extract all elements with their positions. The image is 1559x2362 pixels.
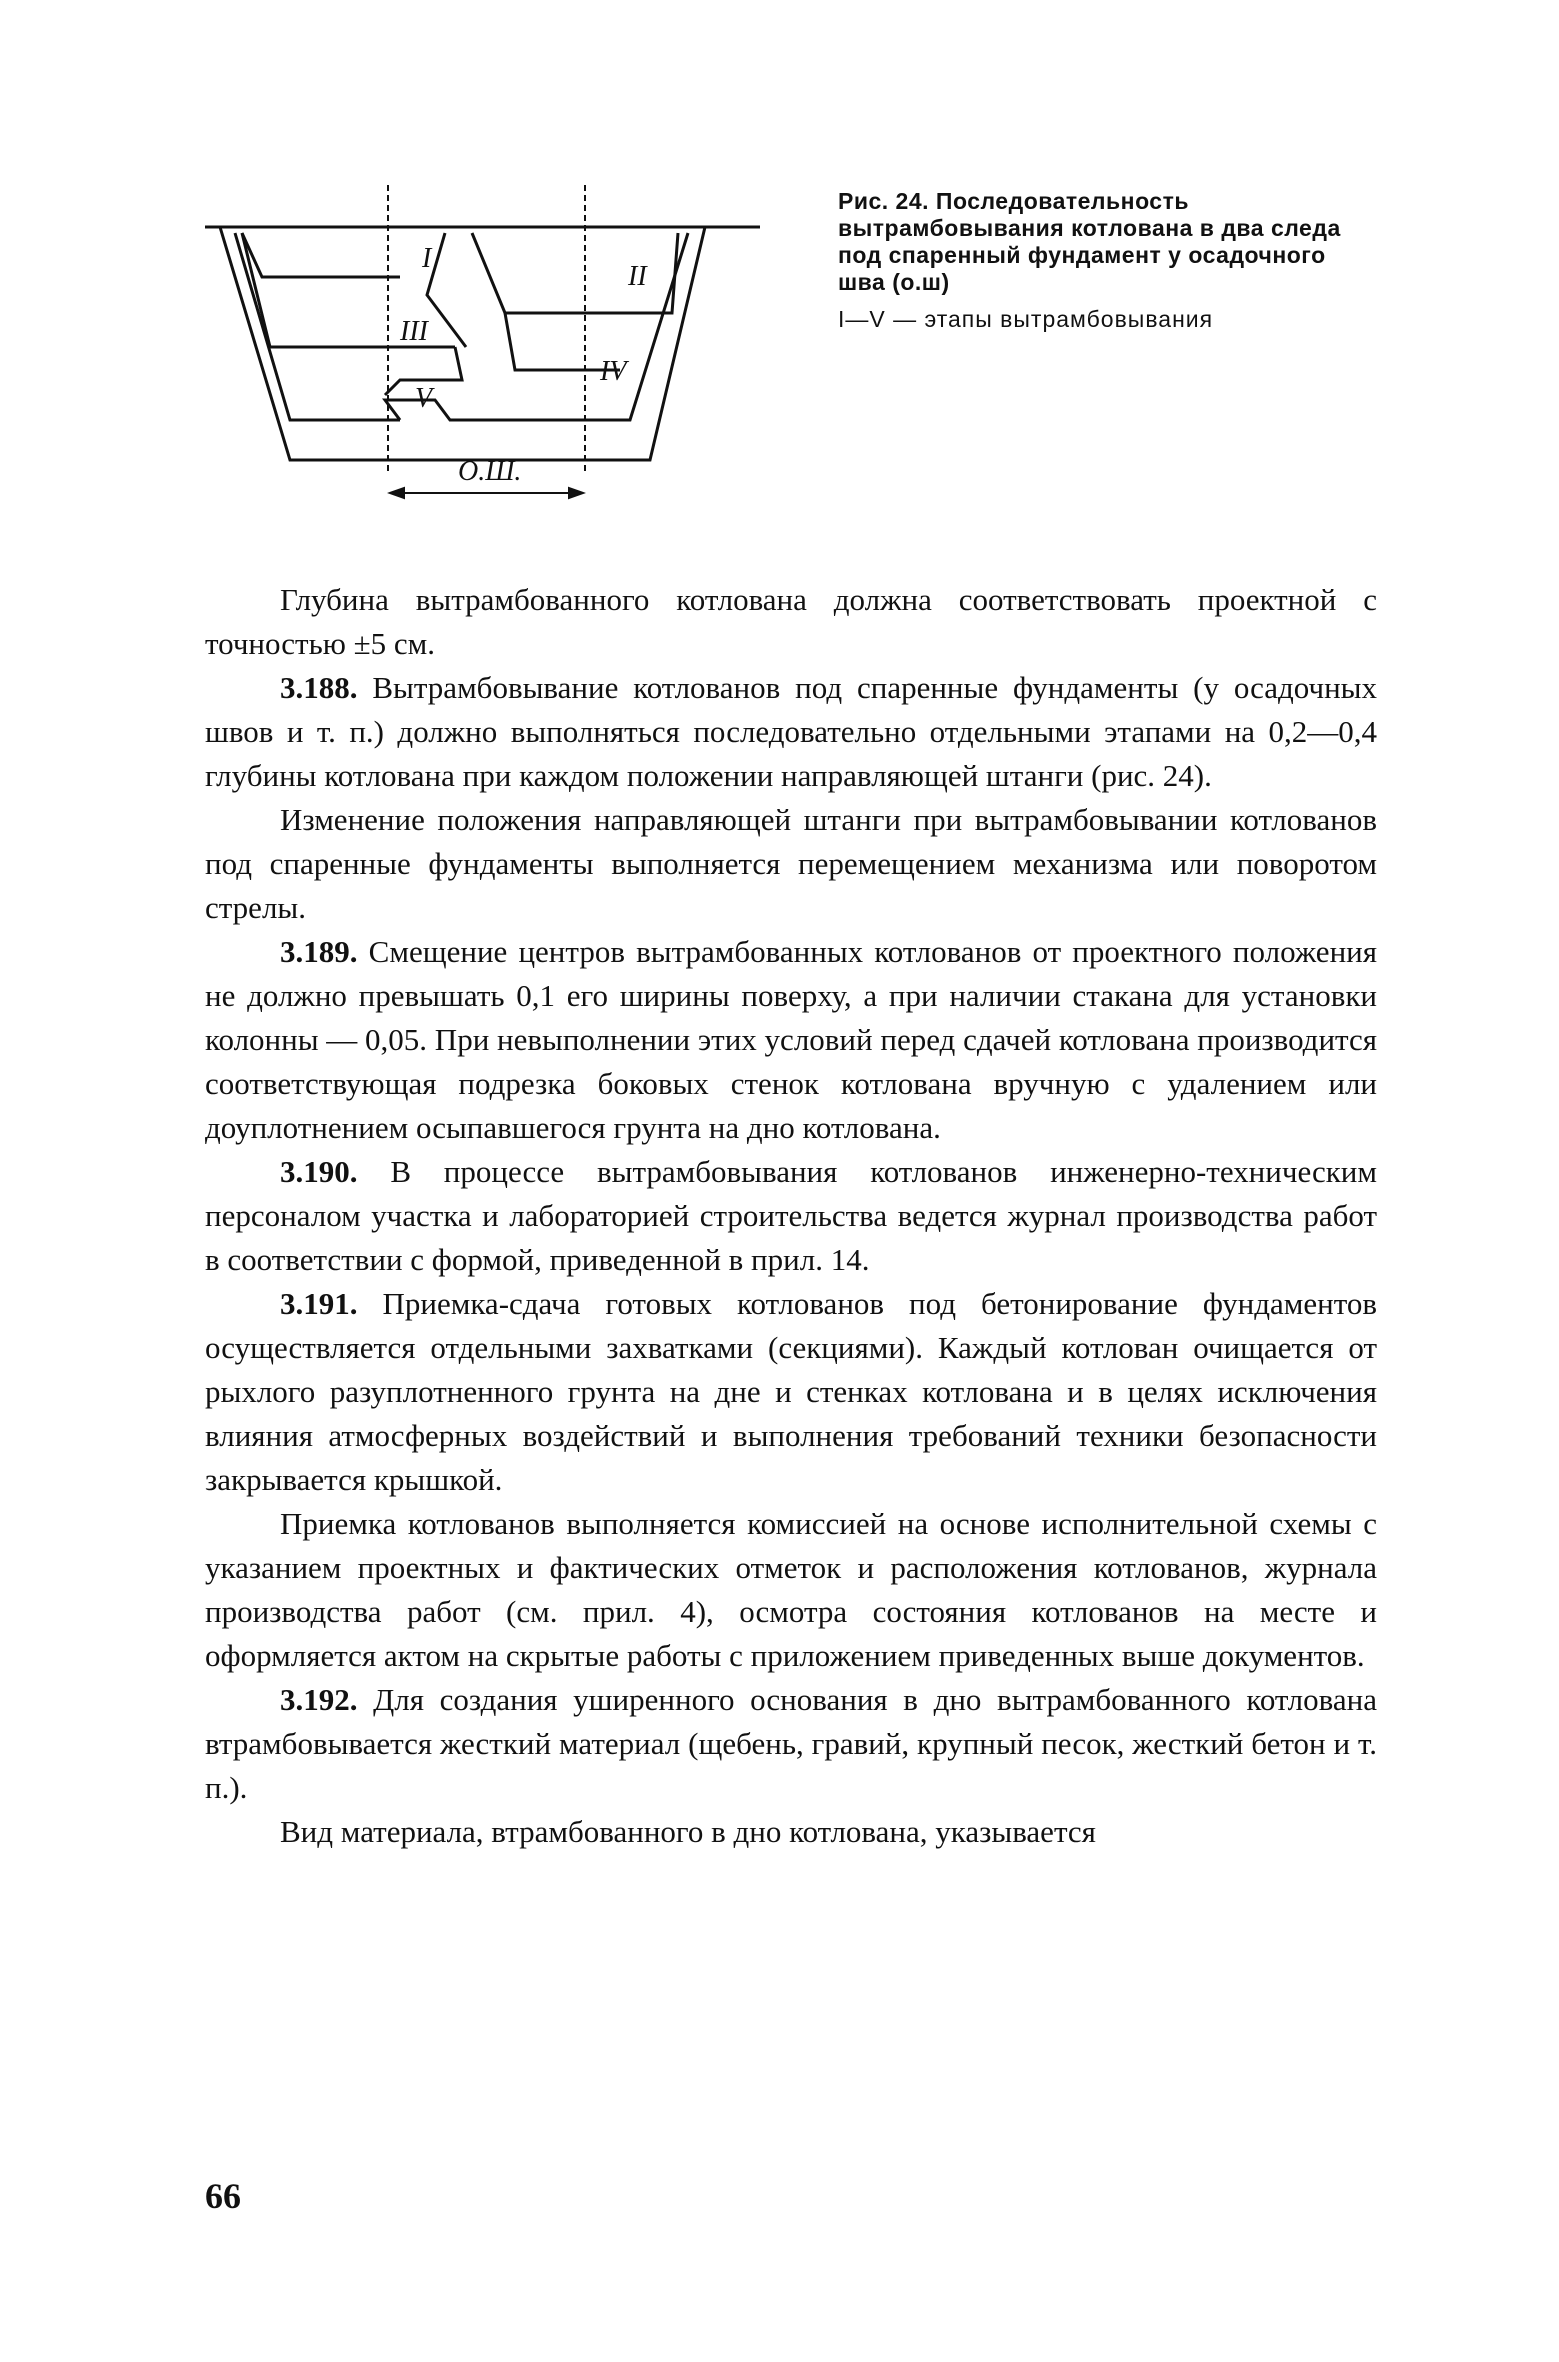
paragraph-text: Глубина вытрамбованного котлована должна соответствовать проектной с точностью ±5 см.: [205, 582, 1377, 661]
paragraph: [205, 1810, 1377, 1854]
figure-24-diagram: [200, 175, 780, 515]
contour-stage1-bottom: [242, 233, 400, 277]
paragraph: [205, 1282, 1377, 1502]
caption-legend: I—V — этапы вытрамбовывания: [838, 306, 1214, 332]
label-stage5: V: [415, 383, 433, 414]
label-stage4: IV: [600, 356, 627, 387]
label-stage2: II: [628, 261, 647, 292]
paragraph: [205, 798, 1377, 930]
paragraph-number: 3.192.: [280, 1682, 358, 1717]
paragraph: [205, 578, 1377, 666]
paragraph-text: Приемка котлованов выполняется комиссией на основе исполнительной схемы с указанием проектных и фактических отметок и расположения котлованов, журнала производства работ (см. прил. 4), осмотра состояния котлованов на месте и оформляется актом на скрытые работы с приложением приведенных выше документов.: [205, 1506, 1377, 1673]
dimension-arrow-left: [390, 488, 404, 498]
label-stage3: III: [400, 316, 428, 347]
paragraph-number: 3.191.: [280, 1286, 358, 1321]
pit-diagram: [200, 175, 780, 515]
paragraph-text: Приемка-сдача готовых котлованов под бетонирование фундаментов осуществляется отдельными захватками (секциями). Каждый котлован очищается от рыхлого разуплотненного грунта на дне и стенках котлована и в целях исключения влияния атмосферных воздействий и выполнения требований техники безопасности закрывается крышкой.: [205, 1286, 1377, 1497]
paragraph-number: 3.188.: [280, 670, 358, 705]
paragraph: [205, 666, 1377, 798]
paragraph-text: Смещение центров вытрамбованных котлованов от проектного положения не должно превышать 0,1 его ширины поверху, а при наличии стакана для установки колонны — 0,05. При невыполнении этих условий перед сдачей котлована производится соответствующая подрезка боковых стенок котлована вручную с удалением или доуплотнением осыпавшегося грунта на дно котлована.: [205, 934, 1378, 1145]
paragraph-number: 3.190.: [280, 1154, 358, 1189]
paragraph-text: Вытрамбовывание котлованов под спаренные фундаменты (у осадочных швов и т. п.) должно выполняться последовательно отдельными этапами на 0,2—0,4 глубины котлована при каждом положении направляющей штанги (рис. 24).: [205, 670, 1377, 793]
label-axis: О.Ш.: [458, 456, 522, 487]
page-number: 66: [205, 2176, 241, 2216]
paragraph-text: Изменение положения направляющей штанги при вытрамбовывании котлованов под спаренные фундаменты выполняется перемещением механизма или поворотом стрелы.: [205, 802, 1377, 925]
paragraph: [205, 1150, 1377, 1282]
caption-title: Последовательность вытрамбовывания котлована в два следа под спаренный фундамент у осадочного шва (о.ш): [838, 188, 1341, 295]
paragraph: [205, 930, 1377, 1150]
label-stage1: I: [422, 243, 432, 274]
contour-left-stage5: [235, 233, 400, 420]
paragraph: [205, 1678, 1377, 1810]
stage2-outline: [472, 233, 678, 313]
paragraph: [205, 1502, 1377, 1678]
dimension-arrow-right: [569, 488, 583, 498]
figure-caption: [838, 188, 1378, 333]
paragraph-number: 3.189.: [280, 934, 358, 969]
caption-number: Рис. 24.: [838, 188, 930, 214]
stage1-right-edge: [427, 233, 466, 347]
paragraph-text: Вид материала, втрамбованного в дно котлована, указывается: [280, 1814, 1096, 1849]
paragraph-text: Для создания уширенного основания в дно вытрамбованного котлована втрамбовывается жесткий материал (щебень, гравий, крупный песок, жесткий бетон и т. п.).: [205, 1682, 1377, 1805]
body-text: [205, 578, 1377, 1854]
paragraph-text: В процессе вытрамбовывания котлованов инженерно-техническим персоналом участка и лабораторией строительства ведется журнал производства работ в соответствии с формой, приведенной в прил. 14.: [205, 1154, 1378, 1277]
